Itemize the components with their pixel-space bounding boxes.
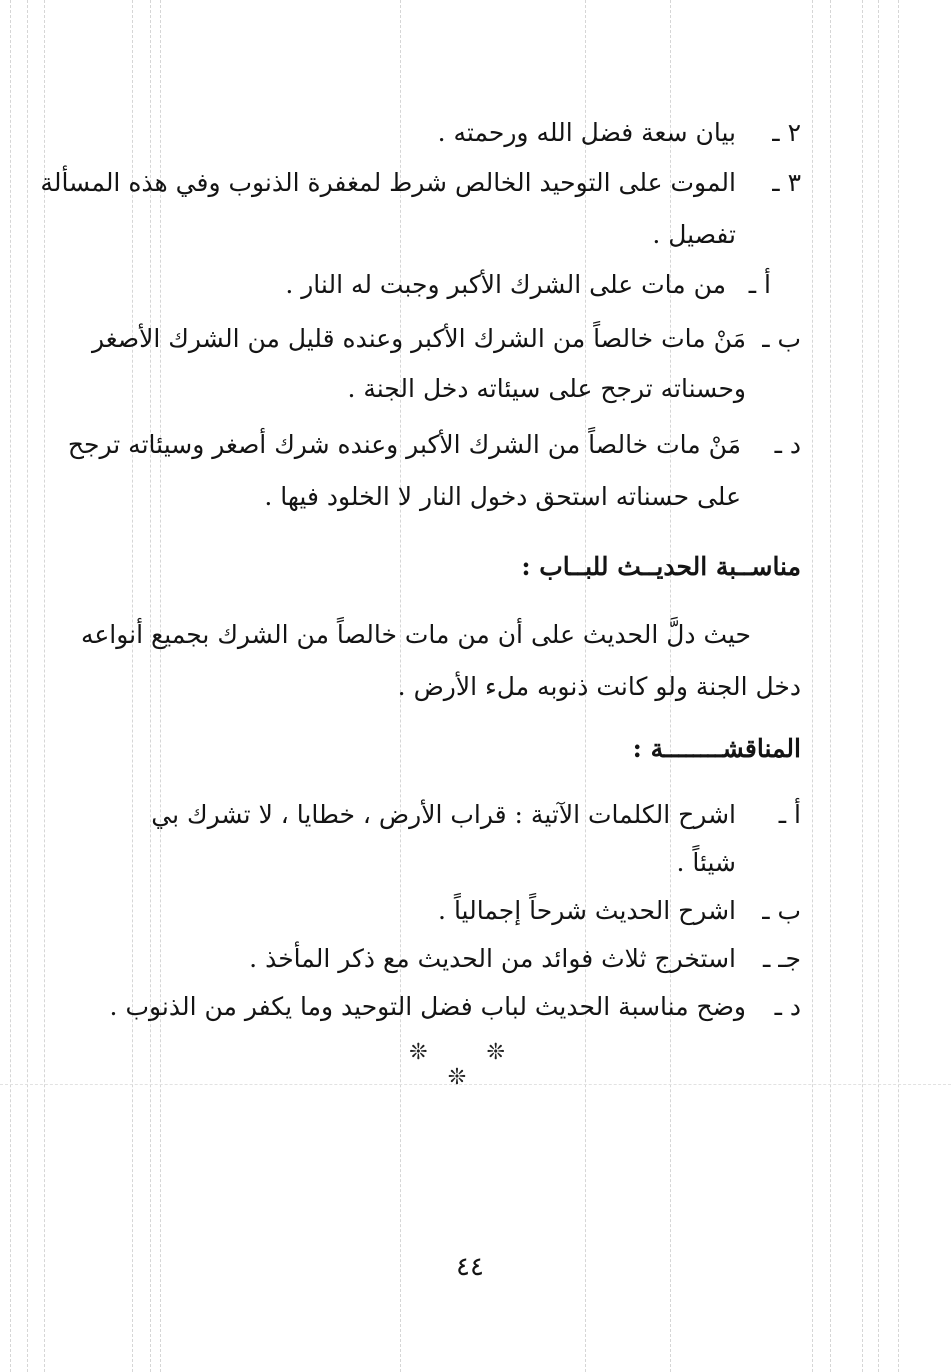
relevance-heading: مناســبة الحديــث للبــاب : xyxy=(521,552,801,581)
sub-b-marker: ب ـ xyxy=(762,324,801,353)
item-3-line-1: الموت على التوحيد الخالص شرط لمغفرة الذنوب وفي هذه المسألة xyxy=(40,168,736,197)
question-a-marker: أ ـ xyxy=(778,800,801,829)
grid-line xyxy=(160,0,161,1372)
item-3-line-2: تفصيل . xyxy=(652,220,736,249)
grid-line xyxy=(898,0,899,1372)
sub-b-line-1: مَنْ مات خالصاً من الشرك الأكبر وعنده قليل من الشرك الأصغر xyxy=(92,324,746,353)
sub-b-line-2: وحسناته ترجح على سيئاته دخل الجنة . xyxy=(347,374,746,403)
question-d-marker: د ـ xyxy=(774,992,801,1021)
sub-d-line-2: على حسناته استحق دخول النار لا الخلود فيها . xyxy=(264,482,741,511)
question-b-marker: ب ـ xyxy=(762,896,801,925)
question-b-line-1: اشرح الحديث شرحاً إجمالياً . xyxy=(438,896,736,925)
item-3-marker: ٣ ـ xyxy=(772,168,801,197)
grid-line xyxy=(10,0,11,1372)
sub-d-line-1: مَنْ مات خالصاً من الشرك الأكبر وعنده شرك أصغر وسيئاته ترجح xyxy=(67,430,741,459)
grid-line xyxy=(27,0,28,1372)
grid-line xyxy=(44,0,45,1372)
grid-line xyxy=(862,0,863,1372)
grid-line xyxy=(830,0,831,1372)
grid-line xyxy=(812,0,813,1372)
section-end-ornament: ❊ ❊ ❊ xyxy=(409,1040,531,1090)
item-2-text: بيان سعة فضل الله ورحمته . xyxy=(437,118,736,147)
sub-a-marker: أ ـ xyxy=(748,270,771,299)
relevance-line-1: حيث دلَّ الحديث على أن من مات خالصاً من الشرك بجميع أنواعه xyxy=(80,620,751,649)
item-2-marker: ٢ ـ xyxy=(772,118,801,147)
relevance-line-2: دخل الجنة ولو كانت ذنوبه ملء الأرض . xyxy=(397,672,801,701)
discussion-heading: المناقشــــــــة : xyxy=(632,734,801,763)
question-d-line-1: وضح مناسبة الحديث لباب فضل التوحيد وما يكفر من الذنوب . xyxy=(109,992,746,1021)
page-number: ٤٤ xyxy=(456,1252,484,1282)
grid-line xyxy=(878,0,879,1372)
grid-line xyxy=(132,0,133,1372)
question-c-marker: جـ ـ xyxy=(762,944,801,973)
question-c-line-1: استخرج ثلاث فوائد من الحديث مع ذكر المأخذ . xyxy=(249,944,736,973)
sub-a-text: من مات على الشرك الأكبر وجبت له النار . xyxy=(285,270,726,299)
sub-d-marker: د ـ xyxy=(774,430,801,459)
grid-line xyxy=(150,0,151,1372)
question-a-line-2: شيئاً . xyxy=(676,848,736,877)
question-a-line-1: اشرح الكلمات الآتية : قراب الأرض ، خطايا ، لا تشرك بي xyxy=(151,800,736,829)
